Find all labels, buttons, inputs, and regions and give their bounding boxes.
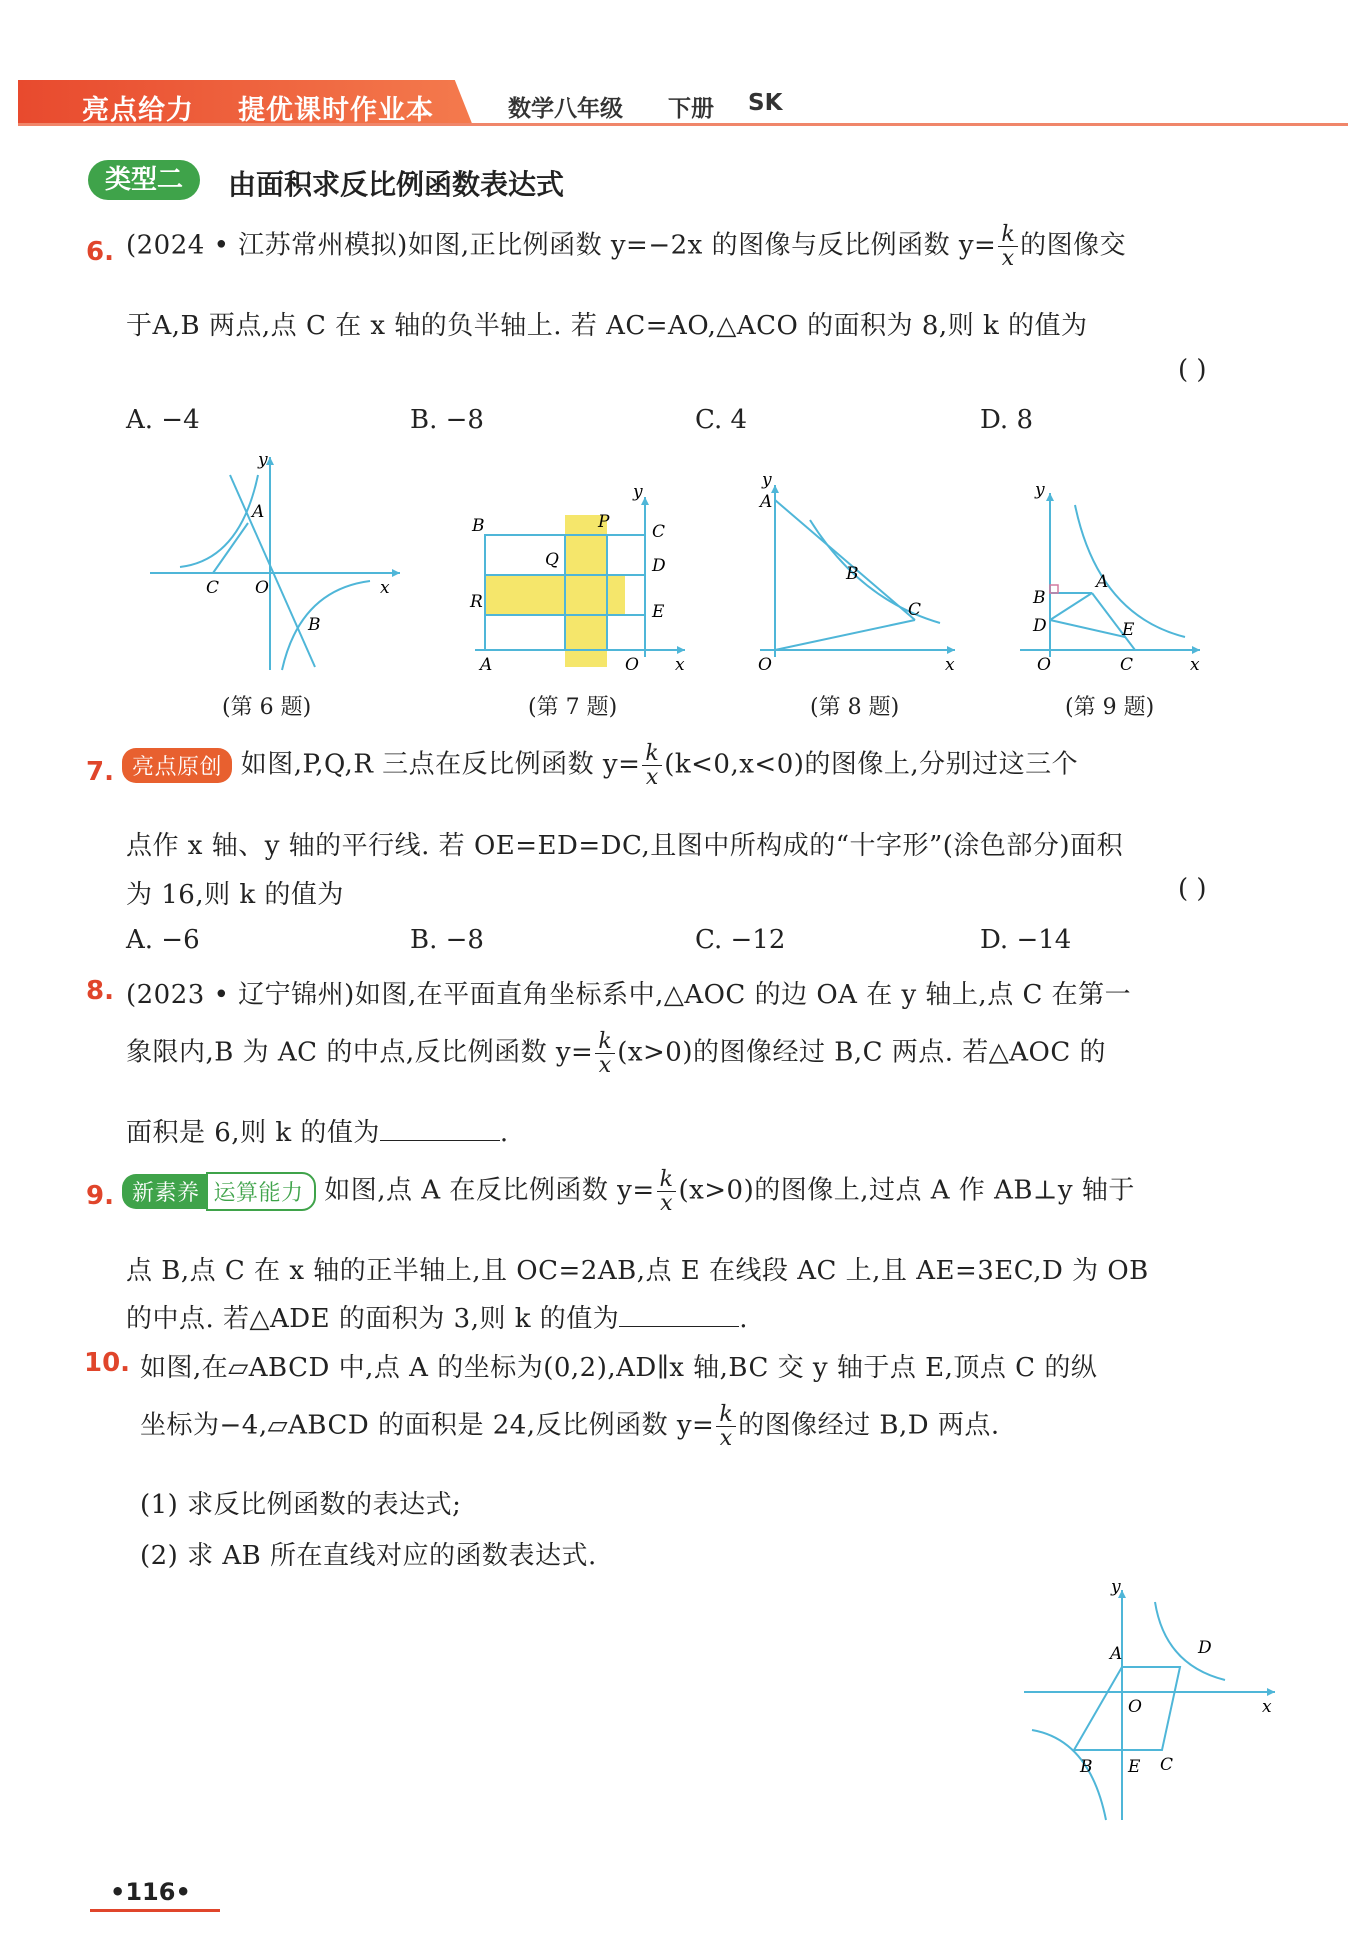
q6-line1-a: (2024 • 江苏常州模拟)如图,正比例函数 y=−2x 的图像与反比例函数 y= <box>126 230 997 261</box>
q8-number: 8. <box>86 976 114 1006</box>
q7-line2: 点作 x 轴、y 轴的平行线. 若 OE=ED=DC,且图中所构成的“十字形”(涂色部分)面积 <box>126 831 1124 861</box>
q9-line1-b: (x>0)的图像上,过点 A 作 AB⊥y 轴于 <box>678 1175 1135 1206</box>
q8-fraction <box>595 1030 615 1077</box>
f8-label-o: O <box>758 655 772 675</box>
q10-frac-den: x <box>719 1426 733 1452</box>
f6-label-b: B <box>308 615 321 635</box>
q8-line2 <box>126 1030 1106 1077</box>
header-subject: 数学八年级 <box>508 96 623 122</box>
q10-sub2: (2) 求 AB 所在直线对应的函数表达式. <box>140 1541 597 1571</box>
q10-fraction <box>716 1403 736 1450</box>
q6-line1-b: 的图像交 <box>1020 230 1127 261</box>
q9-line3-end: . <box>739 1304 749 1334</box>
f6-segment-ac <box>213 523 248 573</box>
header-rule <box>18 123 1348 126</box>
q6-line2: 于A,B 两点,点 C 在 x 轴的负半轴上. 若 AC=AO,△ACO 的面积为 8,则 k 的值为 <box>126 311 1088 341</box>
q9-tag-new-literacy: 新素养 <box>122 1174 206 1209</box>
q9-line3 <box>126 1298 748 1335</box>
f9-label-o: O <box>1037 655 1051 675</box>
f7-cross-horizontal <box>485 575 625 615</box>
q9-answer-blank[interactable] <box>619 1304 739 1327</box>
f8-segment-oc <box>775 620 915 650</box>
figure-8-caption: (第 8 题) <box>810 695 900 720</box>
f6-label-c: C <box>206 578 220 598</box>
page-number-underline <box>90 1909 220 1912</box>
f7-x-arrow <box>677 646 685 654</box>
figure-8 <box>758 470 955 675</box>
q7-number: 7. <box>86 757 114 787</box>
f9-right-angle <box>1050 585 1058 593</box>
figure-9 <box>1020 480 1200 675</box>
q7-answer-bracket: ( ) <box>1178 874 1207 904</box>
f7-label-d: D <box>652 556 666 576</box>
figure-9-caption: (第 9 题) <box>1065 695 1155 720</box>
f6-label-y: y <box>258 450 268 470</box>
q10-line2 <box>140 1403 1000 1450</box>
f8-label-y: y <box>762 470 772 490</box>
f7-label-p: P <box>598 512 610 532</box>
q8-frac-den: x <box>598 1053 612 1079</box>
q9-line1 <box>122 1168 1135 1215</box>
q10-line2-a: 坐标为−4,▱ABCD 的面积是 24,反比例函数 y= <box>140 1410 715 1441</box>
f9-label-b: B <box>1033 588 1046 608</box>
q10-sub1: (1) 求反比例函数的表达式; <box>140 1490 462 1520</box>
figure-6 <box>150 450 400 670</box>
f9-label-a: A <box>1096 572 1109 592</box>
f8-label-c: C <box>908 600 922 620</box>
f8-label-a: A <box>760 492 773 512</box>
q9-frac-den: x <box>660 1191 673 1217</box>
q8-line3 <box>126 1112 509 1149</box>
figure-7-caption: (第 7 题) <box>528 695 618 720</box>
header-edition: SK <box>748 90 783 116</box>
f8-label-x: x <box>945 655 955 675</box>
page-number: •116• <box>110 1878 191 1906</box>
f6-label-x: x <box>380 578 390 598</box>
figure-10 <box>1010 1580 1290 1825</box>
q7-option-a: A. −6 <box>126 925 200 955</box>
f9-label-c: C <box>1120 655 1134 675</box>
f10-label-y: y <box>1111 1580 1121 1597</box>
f9-y-arrow <box>1046 493 1054 501</box>
q9-fraction <box>657 1168 677 1215</box>
q8-line2-b: (x>0)的图像经过 B,C 两点. 若△AOC 的 <box>617 1037 1107 1068</box>
q8-answer-blank[interactable] <box>380 1118 500 1141</box>
q7-option-c: C. −12 <box>695 925 786 955</box>
figure-7 <box>469 482 685 675</box>
q9-frac-num: k <box>657 1168 677 1192</box>
f6-line-y-neg2x <box>230 475 315 667</box>
q6-line1 <box>126 223 1126 270</box>
f7-label-b: B <box>472 516 485 536</box>
f9-label-e: E <box>1122 620 1135 640</box>
q10-line2-b: 的图像经过 B,D 两点. <box>738 1410 1000 1441</box>
f9-hyperbola <box>1075 505 1185 637</box>
f10-label-d: D <box>1198 1638 1212 1658</box>
f6-label-o: O <box>255 578 269 598</box>
f10-x-arrow <box>1267 1688 1275 1696</box>
section-badge: 类型二 <box>88 160 200 200</box>
f10-label-b: B <box>1080 1757 1093 1777</box>
q6-number: 6. <box>86 237 114 267</box>
q7-line3: 为 16,则 k 的值为 <box>126 880 344 910</box>
q8-line2-a: 象限内,B 为 AC 的中点,反比例函数 y= <box>126 1037 594 1068</box>
f10-parallelogram <box>1074 1667 1180 1750</box>
f6-hyperbola-right <box>282 581 370 670</box>
f10-label-a: A <box>1110 1644 1123 1664</box>
header-brand: 亮点给力 <box>82 95 194 126</box>
section-title: 由面积求反比例函数表达式 <box>228 168 565 201</box>
f10-label-x: x <box>1262 1697 1272 1717</box>
q6-answer-bracket: ( ) <box>1178 355 1207 385</box>
f6-label-a: A <box>252 502 265 522</box>
q8-frac-num: k <box>595 1030 615 1054</box>
q6-option-a: A. −4 <box>126 405 200 435</box>
f7-label-c: C <box>652 522 666 542</box>
f8-x-arrow <box>947 646 955 654</box>
f9-label-d: D <box>1033 616 1047 636</box>
q10-number: 10. <box>84 1348 131 1378</box>
q8-line3-end: . <box>499 1118 509 1148</box>
f10-hyperbola-right <box>1155 1602 1225 1680</box>
q7-option-b: B. −8 <box>410 925 484 955</box>
q6-fraction <box>998 223 1018 270</box>
q7-tag-original: 亮点原创 <box>122 748 232 783</box>
figures-row <box>140 445 1220 685</box>
f7-label-r: R <box>470 592 483 612</box>
f8-segment-ac <box>775 500 915 620</box>
q7-line1-b: (k<0,x<0)的图像上,分别过这三个 <box>664 749 1079 780</box>
q6-frac-den: x <box>1001 246 1015 272</box>
f7-label-y: y <box>633 482 643 502</box>
q6-option-b: B. −8 <box>410 405 484 435</box>
f9-label-x: x <box>1190 655 1200 675</box>
q7-frac-den: x <box>645 765 659 791</box>
q9-line1-a: 如图,点 A 在反比例函数 y= <box>324 1175 655 1206</box>
q10-line1: 如图,在▱ABCD 中,点 A 的坐标为(0,2),AD∥x 轴,BC 交 y 轴于点 E,顶点 C 的纵 <box>140 1353 1098 1383</box>
f7-label-e: E <box>652 602 665 622</box>
header-volume: 下册 <box>668 96 714 122</box>
q9-line2: 点 B,点 C 在 x 轴的正半轴上,且 OC=2AB,点 E 在线段 AC 上,且 AE=3EC,D 为 OB <box>126 1256 1149 1286</box>
f7-label-x: x <box>675 655 685 675</box>
q8-line1: (2023 • 辽宁锦州)如图,在平面直角坐标系中,△AOC 的边 OA 在 y 轴上,点 C 在第一 <box>126 980 1132 1010</box>
f9-label-y: y <box>1035 480 1045 500</box>
f10-label-o: O <box>1128 1697 1142 1717</box>
q7-option-d: D. −14 <box>980 925 1072 955</box>
f10-label-c: C <box>1160 1755 1174 1775</box>
figure-6-caption: (第 6 题) <box>222 695 312 720</box>
f7-label-a: A <box>480 655 493 675</box>
q9-number: 9. <box>86 1181 114 1211</box>
q7-frac-num: k <box>642 742 662 766</box>
q9-tag-ability: 运算能力 <box>206 1172 316 1211</box>
f10-label-e: E <box>1128 1757 1141 1777</box>
q7-line1 <box>122 742 1078 789</box>
q7-fraction <box>642 742 662 789</box>
q6-option-c: C. 4 <box>695 405 748 435</box>
header-book-title: 提优课时作业本 <box>238 95 434 126</box>
q7-line1-a: 如图,P,Q,R 三点在反比例函数 y= <box>240 749 641 780</box>
f6-x-arrow <box>392 569 400 577</box>
f7-label-q: Q <box>545 550 559 570</box>
f8-label-b: B <box>846 564 859 584</box>
f9-x-arrow <box>1192 646 1200 654</box>
q8-line3-text: 面积是 6,则 k 的值为 <box>126 1118 380 1148</box>
f7-label-o: O <box>625 655 639 675</box>
f9-segment-da <box>1050 593 1092 620</box>
q9-line3-text: 的中点. 若△ADE 的面积为 3,则 k 的值为 <box>126 1304 620 1334</box>
q10-frac-num: k <box>716 1403 736 1427</box>
f10-hyperbola-left <box>1032 1730 1106 1820</box>
q6-option-d: D. 8 <box>980 405 1033 435</box>
q6-frac-num: k <box>998 223 1018 247</box>
f6-hyperbola-left <box>180 475 258 567</box>
